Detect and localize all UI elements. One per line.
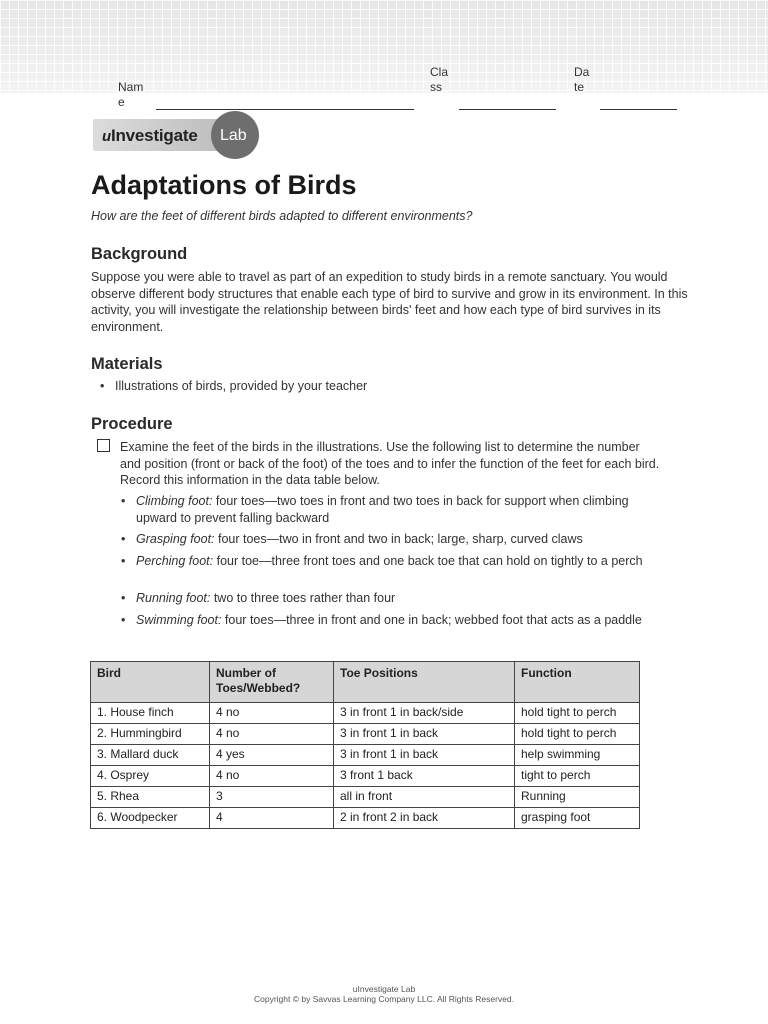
table-row xyxy=(91,703,640,724)
foot-type-grasping: • Grasping foot: four toes—two in front and two in back; large, sharp, curved claws xyxy=(121,532,583,546)
background-text: Suppose you were able to travel as part of an expedition to study birds in a remote sanctuary. You would observe different body structures that enable each type of bird to survive and grow in its environment. In this activity, you will investigate the relationship between birds' feet and how each type of bird survives in its environment. xyxy=(91,270,688,334)
table-cell: all in front xyxy=(334,787,515,808)
table-row xyxy=(91,808,640,829)
table-cell: 3 front 1 back xyxy=(334,766,515,787)
table-row xyxy=(91,766,640,787)
table-cell: help swimming xyxy=(515,745,640,766)
table-cell: 3 xyxy=(210,787,334,808)
table-cell: 3 in front 1 in back/side xyxy=(334,703,515,724)
table-cell: 4 no xyxy=(210,766,334,787)
table-cell: tight to perch xyxy=(515,766,640,787)
class-label: Class xyxy=(430,65,449,94)
procedure-heading: Procedure xyxy=(91,415,173,433)
date-line xyxy=(600,109,677,110)
page-subtitle: How are the feet of different birds adapted to different environments? xyxy=(91,209,473,223)
table-cell: hold tight to perch xyxy=(515,703,640,724)
table-header-row xyxy=(91,662,640,703)
materials-heading: Materials xyxy=(91,355,163,373)
table-cell: 4. Osprey xyxy=(91,766,210,787)
foot-type-perching: • Perching foot: four toe—three front toes and one back toe that can hold on tightly to a perch xyxy=(121,554,643,568)
foot-type-climbing: • Climbing foot: four toes—two toes in front and two toes in back for support when climbing upward to prevent falling backward xyxy=(121,494,629,525)
bird-data-table xyxy=(90,661,640,829)
footer-copyright: Copyright © by Savvas Learning Company LLC. All Rights Reserved. xyxy=(254,994,514,1004)
step-checkbox[interactable] xyxy=(97,439,110,452)
column-header-positions: Toe Positions xyxy=(334,662,515,703)
table-cell: 5. Rhea xyxy=(91,787,210,808)
table-cell: 4 no xyxy=(210,724,334,745)
logo-lab-text: Lab xyxy=(220,127,247,144)
foot-type-running: • Running foot: two to three toes rather than four xyxy=(121,591,396,605)
table-row xyxy=(91,745,640,766)
table-cell: grasping foot xyxy=(515,808,640,829)
table-cell: 6. Woodpecker xyxy=(91,808,210,829)
date-label: Date xyxy=(574,65,590,94)
table-cell: 2 in front 2 in back xyxy=(334,808,515,829)
table-cell: 3 in front 1 in back xyxy=(334,745,515,766)
header-grid-band xyxy=(0,0,768,93)
table-cell: 3 in front 1 in back xyxy=(334,724,515,745)
table-cell: hold tight to perch xyxy=(515,724,640,745)
column-header-toes: Number of Toes/Webbed? xyxy=(210,662,334,703)
foot-type-swimming: • Swimming foot: four toes—three in front and one in back; webbed foot that acts as a paddle xyxy=(121,613,642,627)
table-cell: 1. House finch xyxy=(91,703,210,724)
table-cell: 4 xyxy=(210,808,334,829)
background-heading: Background xyxy=(91,245,188,263)
procedure-step-1: Examine the feet of the birds in the illustrations. Use the following list to determine the number and position (front or back of the foot) of the toes and to infer the function of the feet for each bird. Record this information in the data table below. xyxy=(120,440,660,487)
table-cell: Running xyxy=(515,787,640,808)
materials-item: • Illustrations of birds, provided by your teacher xyxy=(100,379,368,393)
class-line xyxy=(459,109,556,110)
column-header-function: Function xyxy=(515,662,640,703)
table-cell: 3. Mallard duck xyxy=(91,745,210,766)
table-row xyxy=(91,724,640,745)
table-cell: 4 yes xyxy=(210,745,334,766)
table-row xyxy=(91,787,640,808)
logo-text: uInvestigate xyxy=(102,126,198,145)
table-cell: 2. Hummingbird xyxy=(91,724,210,745)
footer-lab-name: uInvestigate Lab xyxy=(352,984,416,994)
table-cell: 4 no xyxy=(210,703,334,724)
name-label: Name xyxy=(118,80,144,109)
page-title: Adaptations of Birds xyxy=(91,170,357,200)
name-line xyxy=(156,109,414,110)
column-header-bird: Bird xyxy=(91,662,210,703)
uinvestigate-lab-logo xyxy=(93,111,259,159)
